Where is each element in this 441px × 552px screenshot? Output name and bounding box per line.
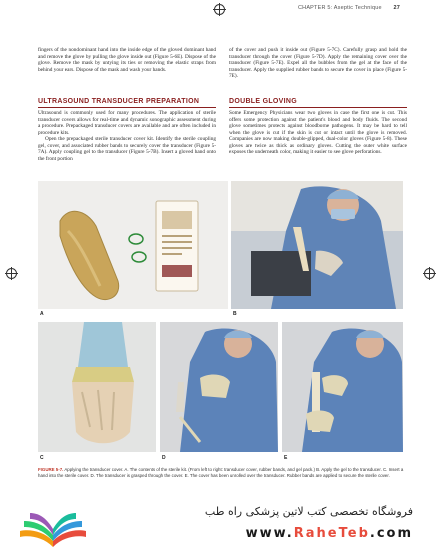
paragraph: Open the prepackaged sterile transducer cover kit. Identify the sterile coupling gel, cover, and associated rubber bands to securely cover the transducer (Figure 5-7A). Apply coupling gel to the transducer (Figure 5-7B). Insert a gloved hand onto the front portion [38, 136, 216, 162]
url-suffix: .com [369, 526, 413, 541]
heading-rule [38, 107, 216, 108]
paragraph: fingers of the nondominant hand into the inside edge of the gloved dominant hand and remove the glove by pulling the glove inside out (Figure 5-6E). Dispose of the glove. Remove the mask by untying its ties or removing the elastic straps from behind your ears. Dispose of the mask and wash your hands. [38, 47, 216, 73]
left-column-body [38, 110, 216, 162]
photo-panel-b [231, 181, 403, 309]
panel-label-b: B [233, 311, 237, 317]
heading-rule [229, 107, 407, 108]
url-prefix: www. [245, 526, 294, 541]
panel-label-c: C [40, 455, 44, 461]
photo-panel-e [282, 322, 403, 452]
hand-in-cover-image [38, 322, 156, 452]
paragraph: Ultrasound is commonly used for many procedures. The application of sterile transducer covers allows for real-time and dynamic sonographic assessment during a procedure. Prepackaged transducer covers are available and are often included in procedure kits. [38, 110, 216, 136]
photo-panel-c [38, 322, 156, 452]
page-number: 27 [393, 5, 400, 11]
panel-label-a: A [40, 311, 44, 317]
photo-panel-a [38, 181, 228, 309]
gel-application-image [231, 181, 403, 309]
url-accent: RaheTeb [293, 526, 370, 541]
figure-caption [38, 467, 408, 478]
grasp-transducer-image [160, 322, 278, 452]
registration-mark-left [6, 268, 17, 279]
heading-double-gloving: DOUBLE GLOVING [229, 98, 297, 105]
paragraph: Some Emergency Physicians wear two gloves in case the first one is cut. This offers some protection against the patient's blood and body fluids. The second glove sometimes protects against bloodborne pathogens. It may be hard to tell when the glove is cut if the skin is cut or intact until the glove is removed. Companies are now making double-glipped, dual-color gloves (Figure 5-8). These gloves are twice as thick as ordinary gloves. Cutting the outer white surface exposes the underneath color, making it easier to see glove perforations. [229, 110, 407, 155]
right-column-body [229, 110, 407, 156]
cover-unrolled-image [282, 322, 403, 452]
left-column-intro [38, 47, 216, 73]
footer-website-link[interactable] [246, 526, 413, 541]
registration-mark-right [424, 268, 435, 279]
running-head [220, 5, 400, 11]
panel-label-d: D [162, 455, 166, 461]
paragraph: of the cover and push it inside out (Figure 5-7C). Carefully grasp and hold the transducer through the cover (Figure 5-7D). Apply the remaining cover over the transducer (Figure 5-7E). Expel all the bubbles from the gel at the face of the transducer. Apply the supplied rubber bands to secure the cover in place (Figure 5-7E). [229, 47, 407, 79]
right-column-intro [229, 47, 407, 80]
footer-persian-text: فروشگاه تخصصی کتب لاتین پزشکی راه طب [204, 505, 413, 518]
figure-caption-text: Applying the transducer cover. A. The contents of the sterile kit. (From left to right: transducer cover, rubber bands, and gel pack.) B. Apply the gel to the transducer. C. Insert a hand into the sterile cover. D. The transducer is grasped through the cover. E. The cover has been unrolled over the transducer. Rubber bands are applied to secure the sterile cover. [38, 467, 404, 478]
figure-caption-label: FIGURE 5-7. [38, 467, 64, 472]
chapter-title: CHAPTER 5: Aseptic Technique [297, 5, 382, 11]
sterile-kit-image [38, 181, 228, 309]
open-book-logo-icon [18, 501, 88, 551]
heading-ultrasound: ULTRASOUND TRANSDUCER PREPARATION [38, 98, 200, 105]
photo-panel-d [160, 322, 278, 452]
panel-label-e: E [284, 455, 288, 461]
